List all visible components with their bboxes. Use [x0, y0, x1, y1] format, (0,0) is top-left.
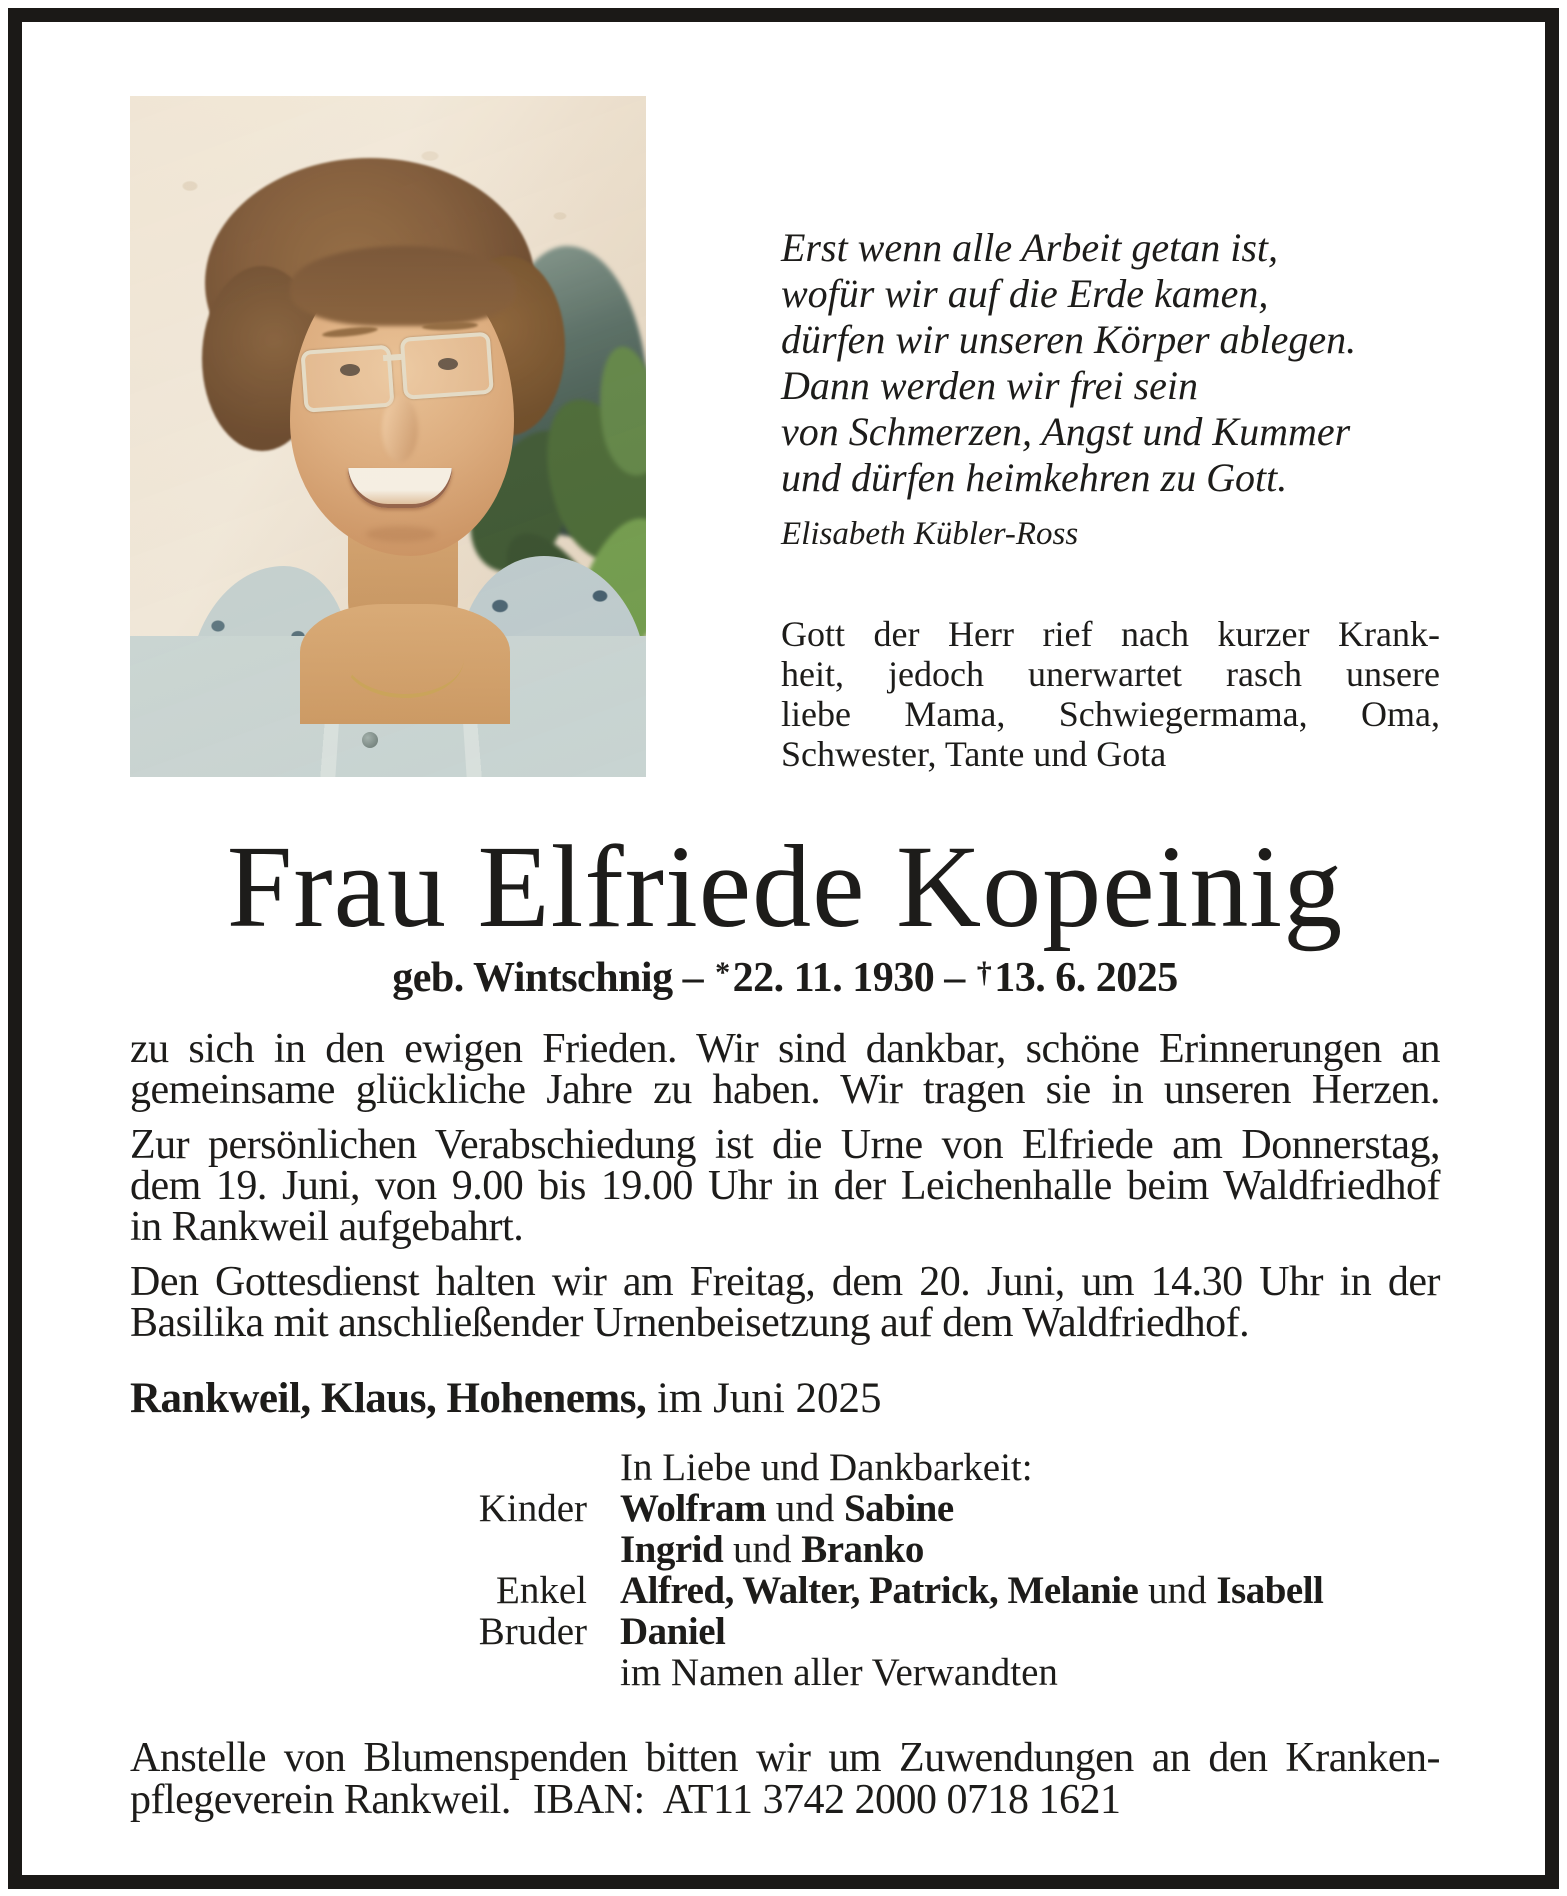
family-row-children2 — [130, 1529, 1440, 1570]
family-member-name: Isabell — [1216, 1569, 1324, 1612]
body-line: in Rankweil aufgebahrt. — [130, 1204, 524, 1250]
family-label: Kinder — [478, 1487, 587, 1530]
intro-paragraph — [781, 614, 1440, 774]
donation-line — [130, 1779, 1440, 1821]
family-member-name: Alfred, Walter, Patrick, Melanie — [620, 1569, 1139, 1612]
family-label — [130, 1447, 587, 1488]
family-row-children — [130, 1488, 1440, 1529]
family-list — [130, 1447, 1440, 1693]
birth-date: 22. 11. 1930 — [732, 955, 935, 1001]
family-member-name: Sabine — [843, 1487, 954, 1530]
family-label — [130, 1652, 587, 1693]
birth-death-line — [100, 948, 1470, 1003]
main-text — [130, 1026, 1440, 1358]
death-date: 13. 6. 2025 — [994, 955, 1178, 1001]
family-label: Enkel — [496, 1569, 587, 1612]
body-line: gemeinsame glückliche Jahre zu haben. Wir tragen sie in unseren Herzen. — [130, 1067, 1440, 1113]
paragraph-farewell — [130, 1026, 1440, 1113]
memorial-quote — [781, 225, 1401, 557]
birth-star-symbol: * — [715, 956, 730, 989]
signature-places: Rankweil, Klaus, Hohenems, — [130, 1375, 647, 1422]
intro-line: Schwester, Tante und Gota — [781, 734, 1167, 774]
body-line: zu sich in den ewigen Frieden. Wir sind dankbar, schöne Erinnerungen an — [130, 1026, 1440, 1072]
family-row-grandchildren — [130, 1570, 1440, 1611]
intro-line: liebe Mama, Schwiegermama, Oma, — [781, 694, 1440, 734]
donation-note — [130, 1737, 1440, 1821]
signature-line — [130, 1375, 1440, 1423]
body-line: Zur persönlichen Verabschiedung ist die Urne von Elfriede am Donnerstag, — [130, 1122, 1440, 1168]
family-row-brother — [130, 1611, 1440, 1652]
body-line: dem 19. Juni, von 9.00 bis 19.00 Uhr in der Leichenhalle beim Waldfriedhof — [130, 1163, 1440, 1209]
iban-number: AT11 3742 2000 0718 1621 — [662, 1777, 1121, 1823]
quote-line: wofür wir auf die Erde kamen, — [781, 271, 1269, 316]
dash-separator: – — [934, 955, 975, 1001]
family-names — [620, 1570, 1323, 1611]
donation-recipient: pflegeverein Rankweil. — [130, 1777, 511, 1823]
family-names — [620, 1529, 924, 1570]
intro-line: Gott der Herr rief nach kurzer Krank- — [781, 614, 1440, 654]
paragraph-service — [130, 1259, 1440, 1346]
death-cross-symbol: † — [976, 956, 992, 989]
body-line: Den Gottesdienst halten wir am Freitag, dem 20. Juni, um 14.30 Uhr in der — [130, 1259, 1440, 1305]
family-member-name: Ingrid — [620, 1528, 724, 1571]
iban-label: IBAN: — [532, 1777, 645, 1823]
portrait-photo — [130, 96, 646, 777]
family-heading-row — [130, 1447, 1440, 1488]
family-closing-row — [130, 1652, 1440, 1693]
family-closing: im Namen aller Verwandten — [620, 1651, 1058, 1694]
family-label — [130, 1529, 587, 1570]
family-heading: In Liebe und Dankbarkeit: — [620, 1446, 1033, 1489]
family-member-name: Wolfram — [620, 1487, 766, 1530]
maiden-name: geb. Wintschnig – — [392, 955, 714, 1001]
family-names — [620, 1611, 725, 1652]
quote-line: Dann werden wir frei sein — [781, 363, 1199, 408]
quote-attribution: Elisabeth Kübler-Ross — [781, 516, 1079, 552]
family-member-name: Branko — [801, 1528, 924, 1571]
donation-line: Anstelle von Blumenspenden bitten wir um Zuwendungen an den Kranken- — [130, 1735, 1440, 1781]
quote-line: Erst wenn alle Arbeit getan ist, — [781, 225, 1279, 270]
family-label: Bruder — [478, 1610, 587, 1653]
family-member-name: Daniel — [620, 1610, 726, 1653]
photo-warm-tint — [130, 96, 646, 777]
quote-line: und dürfen heimkehren zu Gott. — [781, 455, 1288, 500]
quote-line: dürfen wir unseren Körper ablegen. — [781, 317, 1357, 362]
name-connector: und — [723, 1528, 802, 1571]
name-connector: und — [765, 1487, 844, 1530]
quote-line: von Schmerzen, Angst und Kummer — [781, 409, 1351, 454]
signature-date: im Juni 2025 — [646, 1375, 882, 1422]
family-names — [620, 1488, 954, 1529]
body-line: Basilika mit anschließender Urnenbeisetzung auf dem Waldfriedhof. — [130, 1300, 1250, 1346]
intro-line: heit, jedoch unerwartet rasch unsere — [781, 654, 1440, 694]
name-connector: und — [1138, 1569, 1217, 1612]
deceased-name: Frau Elfriede Kopeinig — [226, 821, 1344, 952]
paragraph-urn-viewing — [130, 1122, 1440, 1250]
